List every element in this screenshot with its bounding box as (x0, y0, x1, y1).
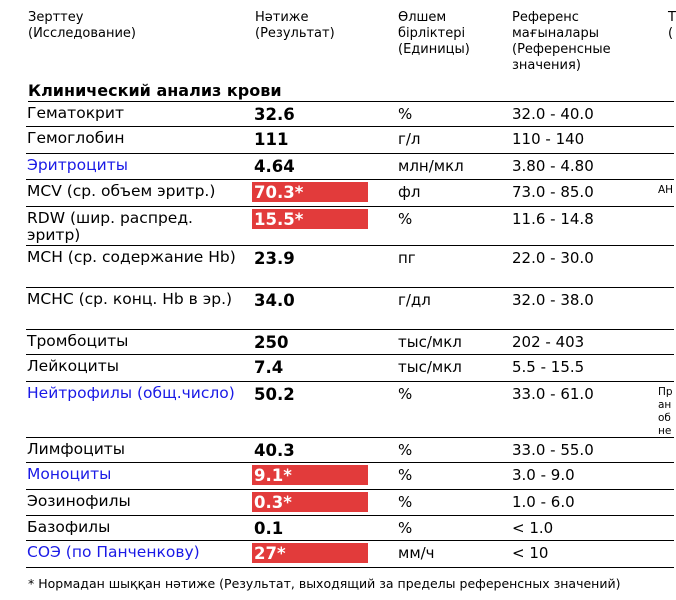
unit: % (398, 441, 413, 459)
table-row (26, 246, 674, 288)
table-row (26, 207, 674, 246)
result-value: 32.6 (254, 105, 295, 124)
test-name: Тромбоциты (27, 332, 129, 350)
table-row (26, 438, 674, 463)
result-value: 40.3 (254, 441, 295, 460)
header-result-line: Нәтиже (255, 10, 309, 25)
table-row (26, 516, 674, 541)
result-value: 111 (254, 130, 289, 149)
unit: % (398, 493, 413, 511)
test-name: Эозинофилы (27, 492, 131, 510)
result-value: 4.64 (254, 157, 295, 176)
result-value: 250 (254, 333, 289, 352)
header-extra-line: Т (668, 10, 676, 25)
header-reference-line: мағыналары (512, 26, 599, 41)
header-reference (512, 10, 611, 74)
test-name: Гематокрит (27, 104, 124, 122)
section-title: Клинический анализ крови (28, 80, 674, 102)
test-name: MCV (ср. объем эритр.) (27, 182, 216, 200)
test-name: RDW (шир. распред. эритр) (27, 209, 193, 244)
result-value: 50.2 (254, 385, 295, 404)
test-name: MCHC (ср. конц. Hb в эр.) (27, 290, 233, 308)
test-name-link[interactable]: Эритроциты (27, 156, 128, 174)
footnote: * Нормадан шыққан нәтиже (Результат, выходящий за пределы референсных значений) (28, 576, 621, 591)
table-row (26, 490, 674, 516)
reference-range: < 10 (512, 544, 549, 562)
reference-range: 73.0 - 85.0 (512, 183, 594, 201)
unit: % (398, 105, 413, 123)
unit: тыс/мкл (398, 333, 462, 351)
header-reference-line: значения) (512, 58, 581, 73)
reference-range: 32.0 - 40.0 (512, 105, 594, 123)
header-test-line: (Исследование) (28, 26, 136, 41)
test-name-link[interactable]: СОЭ (по Панченкову) (27, 543, 200, 561)
reference-range: 110 - 140 (512, 130, 585, 148)
results-table (26, 102, 674, 568)
unit: г/дл (398, 291, 431, 309)
comment-note: Пр ан об не (658, 386, 673, 437)
table-row (26, 102, 674, 127)
reference-range: 33.0 - 55.0 (512, 441, 594, 459)
reference-range: 3.0 - 9.0 (512, 466, 575, 484)
unit: % (398, 519, 413, 537)
unit: % (398, 385, 413, 403)
result-value: 34.0 (254, 291, 295, 310)
test-name: MCH (ср. содержание Hb) (27, 248, 236, 266)
unit: млн/мкл (398, 157, 464, 175)
reference-range: 1.0 - 6.0 (512, 493, 575, 511)
reference-range: 202 - 403 (512, 333, 585, 351)
result-value-abnormal: 70.3* (252, 182, 368, 202)
comment-note: АН (658, 184, 674, 196)
unit: % (398, 210, 413, 228)
test-name-link[interactable]: Нейтрофилы (общ.число) (27, 384, 235, 402)
reference-range: 33.0 - 61.0 (512, 385, 594, 403)
reference-range: 5.5 - 15.5 (512, 358, 585, 376)
reference-range: 3.80 - 4.80 (512, 157, 594, 175)
header-result-line: (Результат) (255, 26, 335, 41)
unit: пг (398, 249, 416, 267)
result-value-abnormal: 15.5* (252, 209, 368, 229)
reference-range: 11.6 - 14.8 (512, 210, 594, 228)
unit: % (398, 466, 413, 484)
test-name: Гемоглобин (27, 129, 125, 147)
header-reference-line: (Референсные (512, 42, 611, 57)
table-row (26, 382, 674, 438)
unit: тыс/мкл (398, 358, 462, 376)
header-test-line: Зерттеу (28, 10, 84, 25)
table-row (26, 288, 674, 330)
header-unit (398, 10, 470, 58)
unit: мм/ч (398, 544, 435, 562)
test-name-link[interactable]: Моноциты (27, 465, 112, 483)
table-row (26, 127, 674, 154)
test-name: Лейкоциты (27, 357, 120, 375)
result-value-abnormal: 9.1* (252, 465, 368, 485)
table-row (26, 355, 674, 382)
table-row (26, 541, 674, 568)
header-extra (668, 10, 676, 42)
result-value-abnormal: 0.3* (252, 492, 368, 512)
table-row (26, 154, 674, 180)
header-unit-line: бірліктері (398, 26, 466, 41)
header-reference-line: Референс (512, 10, 579, 25)
header-unit-line: Өлшем (398, 10, 447, 25)
test-name: Лимфоциты (27, 440, 126, 458)
test-name: Базофилы (27, 518, 111, 536)
header-unit-line: (Единицы) (398, 42, 470, 57)
result-value: 7.4 (254, 358, 284, 377)
result-value: 0.1 (254, 519, 284, 538)
reference-range: 22.0 - 30.0 (512, 249, 594, 267)
reference-range: < 1.0 (512, 519, 554, 537)
table-row (26, 180, 674, 207)
result-value-abnormal: 27* (252, 543, 368, 563)
table-row (26, 330, 674, 355)
header-result (255, 10, 335, 42)
reference-range: 32.0 - 38.0 (512, 291, 594, 309)
unit: фл (398, 183, 421, 201)
header-extra-line: ( (668, 26, 674, 41)
result-value: 23.9 (254, 249, 295, 268)
header-test (28, 10, 136, 42)
unit: г/л (398, 130, 421, 148)
table-row (26, 463, 674, 490)
